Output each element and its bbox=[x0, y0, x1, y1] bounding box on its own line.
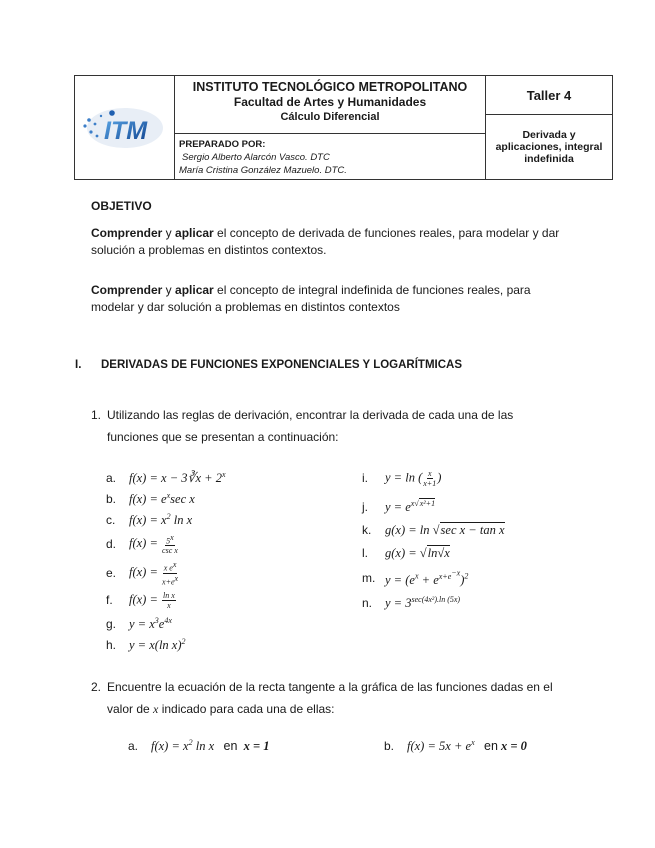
p2-bold-1: Comprender bbox=[91, 283, 163, 297]
institution-block bbox=[175, 76, 485, 134]
exercise-n: n. $y = 3^{sec(4x^2).ln (5x)}$ bbox=[362, 594, 461, 611]
logo-text: ITM bbox=[104, 117, 148, 145]
exercise-b: b. $f(x) = e^x\sec$ x bbox=[106, 490, 195, 507]
exercise-label: n. bbox=[362, 596, 373, 610]
question-1-number: 1. bbox=[91, 408, 102, 422]
question-1-text: Utilizando las reglas de derivación, encontrar la derivada de cada una de las funciones que se presentan a continuación: bbox=[107, 408, 514, 444]
itm-logo bbox=[75, 76, 175, 179]
question-1 bbox=[91, 404, 561, 448]
p1-mid: y bbox=[162, 226, 176, 240]
en-word: en bbox=[223, 739, 238, 754]
objective-paragraph-2 bbox=[91, 282, 561, 316]
exercise-label: d. bbox=[106, 537, 117, 551]
objective-title: OBJETIVO bbox=[91, 199, 152, 213]
objective-paragraph-1 bbox=[91, 225, 561, 259]
document-header bbox=[74, 75, 613, 180]
tangent-exercise-b: b. $f(x) = 5x + e^x$ en x = 0 bbox=[384, 737, 527, 754]
p1-bold-1: Comprender bbox=[91, 226, 163, 240]
p2-bold-2: aplicar bbox=[175, 283, 214, 297]
exercise-label: c. bbox=[106, 513, 116, 527]
logo-cell bbox=[75, 76, 175, 179]
question-2-text-a: Encuentre la ecuación de la recta tangente a la gráfica de las funciones dadas en el valor de bbox=[107, 680, 553, 716]
question-2-text-b: indicado para cada una de ellas: bbox=[158, 702, 335, 716]
exercise-label: b. bbox=[106, 492, 117, 506]
institution-name: INSTITUTO TECNOLÓGICO METROPOLITANO bbox=[192, 80, 468, 94]
exercise-label: e. bbox=[106, 566, 117, 580]
workshop-title: Taller 4 bbox=[485, 76, 612, 115]
author-2: María Cristina González Mazuelo. DTC. bbox=[179, 165, 347, 176]
course-name: Cálculo Diferencial bbox=[280, 111, 380, 123]
exercise-label: m. bbox=[362, 571, 376, 585]
p2-rest: el concepto de integral indefinida de funciones reales, para modelar y dar solución a problemas en distintos contextos bbox=[91, 283, 531, 314]
p1-bold-2: aplicar bbox=[175, 226, 214, 240]
p2-mid: y bbox=[162, 283, 176, 297]
question-2-text bbox=[91, 676, 561, 720]
section-number: I. bbox=[75, 359, 82, 371]
exercise-label: g. bbox=[106, 617, 117, 631]
exercise-label: i. bbox=[362, 471, 368, 485]
question-2-number: 2. bbox=[91, 680, 102, 694]
exercise-k: k. g(x) = ln √sec x − tan x bbox=[362, 522, 505, 537]
exercise-e: e. f(x) = $\frac{x e^x}{x+e^x}$ bbox=[106, 559, 179, 587]
exercise-a: a. f(x) = x − 3∛x + $2^x$ bbox=[106, 469, 226, 486]
exercise-label: a. bbox=[106, 471, 117, 485]
authors-block bbox=[175, 134, 485, 179]
exercise-label: b. bbox=[384, 739, 395, 753]
exercise-label: l. bbox=[362, 546, 368, 560]
prepared-by-label: PREPARADO POR: bbox=[179, 139, 266, 150]
author-1: Sergio Alberto Alarcón Vasco. DTC bbox=[182, 152, 330, 163]
exercise-f: f. f(x) = $\frac{\text{ln x}}{x}$ bbox=[106, 590, 175, 610]
exercise-h: h. y = x(ln x)$^2$ bbox=[106, 636, 186, 653]
exercise-l: l. g(x) = √ln√x bbox=[362, 545, 450, 560]
question-2-variable: x bbox=[153, 702, 159, 716]
exercise-label: k. bbox=[362, 523, 372, 537]
faculty-name: Facultad de Artes y Humanidades bbox=[233, 95, 427, 109]
exercise-label: h. bbox=[106, 638, 117, 652]
exercise-label: f. bbox=[106, 593, 113, 607]
exercise-i: i. y = ln ( $\frac{x}{x+1}$ ) bbox=[362, 468, 442, 488]
en-word: en bbox=[484, 739, 498, 754]
p1-rest: el concepto de derivada de funciones reales, para modelar y dar solución a problemas en distintos contextos. bbox=[91, 226, 560, 257]
exercise-d: d. f(x) = $\frac{5^x}{\text{csc x}}$ bbox=[106, 532, 178, 556]
exercise-j: j. $y = e^{x√x^2+1}$ bbox=[362, 498, 436, 515]
tangent-exercise-a: a. $f(x) = x^2$ ln x en x = 1 bbox=[128, 737, 270, 754]
exercise-g: g. $y = x^3e^{4x}$ bbox=[106, 615, 172, 632]
exercise-c: c. $f(x) = x^2$ ln x bbox=[106, 511, 193, 528]
section-title: DERIVADAS DE FUNCIONES EXPONENCIALES Y LOGARÍTMICAS bbox=[101, 359, 463, 371]
section-heading bbox=[75, 357, 462, 374]
exercise-label: j. bbox=[362, 500, 368, 514]
question-2 bbox=[91, 676, 561, 720]
exercise-m: m. $y = (e^x + e^{x+e^{-x}})^2$ bbox=[362, 568, 469, 587]
workshop-topic: Derivada y aplicaciones, integral indefinida bbox=[485, 115, 612, 179]
exercise-label: a. bbox=[128, 739, 139, 753]
